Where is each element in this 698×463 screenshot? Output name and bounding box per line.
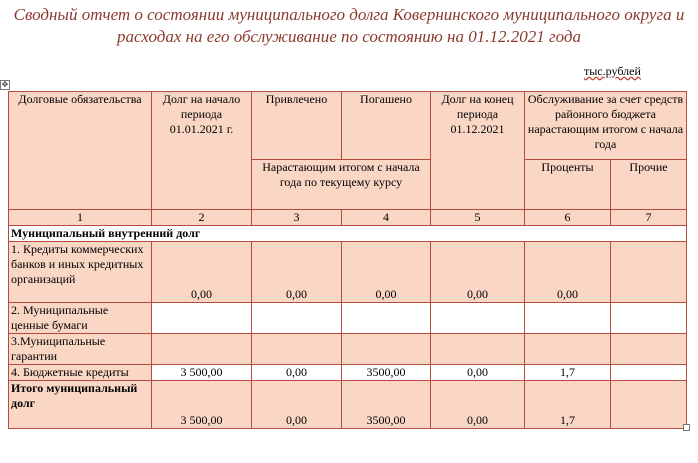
- total-percent: 1,7: [525, 381, 611, 429]
- cell-attracted: [252, 303, 342, 334]
- total-row: [9, 381, 687, 429]
- cell-start: 0,00: [152, 242, 252, 303]
- col-number: 1: [9, 210, 152, 226]
- col-number: 2: [152, 210, 252, 226]
- debt-report-table: [8, 91, 687, 429]
- total-start: 3 500,00: [152, 381, 252, 429]
- cell-attracted: [252, 334, 342, 365]
- table-row: [9, 365, 687, 381]
- table-move-handle-icon[interactable]: ✥: [1, 80, 9, 89]
- total-other: [611, 381, 687, 429]
- cell-attracted: 0,00: [252, 242, 342, 303]
- col-number: 6: [525, 210, 611, 226]
- cell-percent: 0,00: [525, 242, 611, 303]
- cell-start: 3 500,00: [152, 365, 252, 381]
- cell-end: 0,00: [431, 242, 525, 303]
- cell-repaid: 0,00: [342, 242, 431, 303]
- cell-other: [611, 334, 687, 365]
- col-number: 3: [252, 210, 342, 226]
- header-start: Долг на начало периода 01.01.2021 г.: [152, 92, 252, 210]
- cell-start: [152, 334, 252, 365]
- cell-repaid: [342, 334, 431, 365]
- total-attracted: 0,00: [252, 381, 342, 429]
- cell-other: [611, 303, 687, 334]
- header-cumulative: Нарастающим итогом с начала года по текущему курсу: [252, 160, 431, 210]
- col-number: 4: [342, 210, 431, 226]
- total-label: Итого муниципальный долг: [9, 381, 152, 429]
- cell-percent: [525, 334, 611, 365]
- cell-repaid: 3500,00: [342, 365, 431, 381]
- table-resize-handle[interactable]: [683, 424, 690, 431]
- header-debt: Долговые обязательства: [9, 92, 152, 210]
- row-name: 2. Муниципальные ценные бумаги: [9, 303, 152, 334]
- cell-start: [152, 303, 252, 334]
- header-percent: Проценты: [525, 160, 611, 210]
- total-repaid: 3500,00: [342, 381, 431, 429]
- row-name: 3.Муниципальные гарантии: [9, 334, 152, 365]
- header-other: Прочие: [611, 160, 687, 210]
- header-service: Обслуживание за счет средств районного бюджета нарастающим итогом с начала года: [525, 92, 687, 160]
- table-row: [9, 242, 687, 303]
- total-end: 0,00: [431, 381, 525, 429]
- col-number: 5: [431, 210, 525, 226]
- row-name: 4. Бюджетные кредиты: [9, 365, 152, 381]
- table-row: [9, 303, 687, 334]
- header-end: Долг на конец периода 01.12.2021: [431, 92, 525, 210]
- section-header: Муниципальный внутренний долг: [9, 226, 687, 242]
- cell-percent: 1,7: [525, 365, 611, 381]
- cell-other: [611, 242, 687, 303]
- header-repaid: Погашено: [342, 92, 431, 160]
- row-name: 1. Кредиты коммерческих банков и иных кредитных организаций: [9, 242, 152, 303]
- cell-percent: [525, 303, 611, 334]
- report-title: Сводный отчет о состоянии муниципального долга Ковернинского муниципального округа и расходах на его обслуживание по состоянию на 01.12.2021 года: [13, 5, 685, 46]
- cell-end: [431, 303, 525, 334]
- cell-end: [431, 334, 525, 365]
- table-row: [9, 334, 687, 365]
- col-number: 7: [611, 210, 687, 226]
- header-attracted: Привлечено: [252, 92, 342, 160]
- cell-other: [611, 365, 687, 381]
- cell-attracted: 0,00: [252, 365, 342, 381]
- cell-end: 0,00: [431, 365, 525, 381]
- cell-repaid: [342, 303, 431, 334]
- units-label: тыс.рублей: [584, 64, 641, 78]
